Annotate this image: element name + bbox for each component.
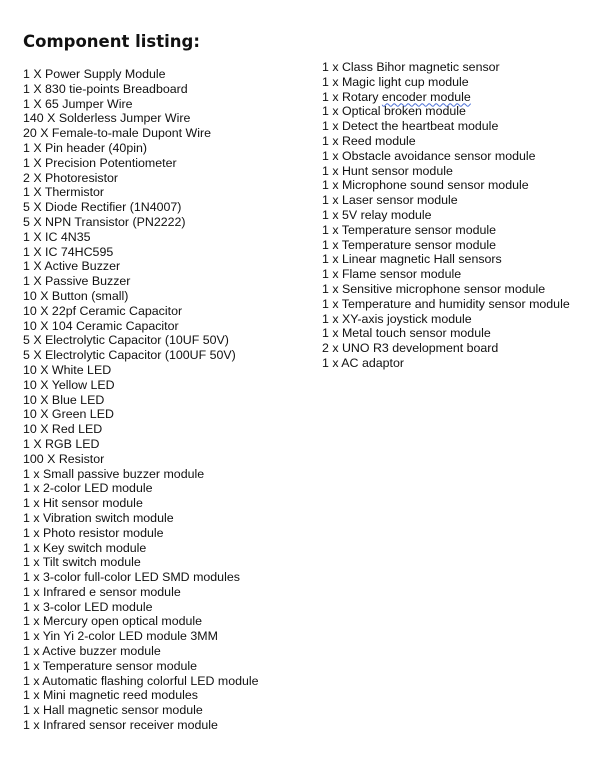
list-item: 10 X Button (small) <box>23 288 129 303</box>
list-item: 1 x Flame sensor module <box>322 267 462 282</box>
list-item: 1 x Temperature sensor module <box>23 658 198 673</box>
list-item: 1 x 2-color LED module <box>23 481 153 496</box>
list-item: 1 x Hit sensor module <box>23 496 143 511</box>
list-item: 1 x Active buzzer module <box>23 644 161 659</box>
list-item: 5 X Electrolytic Capacitor (10UF 50V) <box>23 333 229 348</box>
list-item: 5 X NPN Transistor (PN2222) <box>23 214 186 229</box>
list-item: 1 X RGB LED <box>23 436 100 451</box>
list-item: 1 x Obstacle avoidance sensor module <box>322 148 536 163</box>
list-item: 1 x Linear magnetic Hall sensors <box>322 252 502 267</box>
list-item: 20 X Female-to-male Dupont Wire <box>23 126 211 141</box>
list-item: 1 X 830 tie-points Breadboard <box>23 81 188 96</box>
list-item: 1 x Mercury open optical module <box>23 614 203 629</box>
list-item: 1 x Microphone sound sensor module <box>322 178 529 193</box>
list-item: 1 x Key switch module <box>23 540 147 555</box>
list-item: 1 x Tilt switch module <box>23 555 141 570</box>
list-item: 10 X Yellow LED <box>23 377 115 392</box>
spellcheck-underlined-text: encoder module <box>381 89 471 104</box>
list-item: 1 x Vibration switch module <box>23 510 174 525</box>
list-item: 1 x Temperature sensor module <box>322 237 497 252</box>
list-item: 1 X Power Supply Module <box>23 67 166 81</box>
list-item: 1 x Optical broken module <box>322 104 466 119</box>
list-item: 2 X Photoresistor <box>23 170 119 185</box>
list-item: 1 x Mini magnetic reed modules <box>23 688 198 703</box>
list-item: 1 x XY-axis joystick module <box>322 311 472 326</box>
list-item: 1 X Passive Buzzer <box>23 274 131 289</box>
list-item: 1 x 3-color LED module <box>23 599 153 614</box>
list-item: 1 x Class Bihor magnetic sensor <box>322 60 500 74</box>
list-item: 1 x Hall magnetic sensor module <box>23 703 203 718</box>
list-item: 1 X IC 4N35 <box>23 229 91 244</box>
list-item: 1 X 65 Jumper Wire <box>23 96 133 111</box>
list-item: 10 X Green LED <box>23 407 114 422</box>
list-item: 1 X Pin header (40pin) <box>23 140 147 155</box>
list-item: 1 x Hunt sensor module <box>322 163 453 178</box>
list-item: 1 x Small passive buzzer module <box>23 466 205 481</box>
list-item: 1 x Yin Yi 2-color LED module 3MM <box>23 629 218 644</box>
list-item: 1 x Automatic flashing colorful LED module <box>23 673 259 688</box>
list-item: 1 x Metal touch sensor module <box>322 326 491 341</box>
list-item: 10 X Red LED <box>23 422 103 437</box>
list-item: 1 x Infrared e sensor module <box>23 584 181 599</box>
list-item: 1 x Reed module <box>322 133 416 148</box>
component-list-right <box>322 60 570 371</box>
list-item: 1 X IC 74HC595 <box>23 244 114 259</box>
list-item: 1 x Detect the heartbeat module <box>322 119 499 134</box>
list-item: 100 X Resistor <box>23 451 105 466</box>
list-item: 10 X White LED <box>23 362 112 377</box>
list-item: 5 X Diode Rectifier (1N4007) <box>23 200 182 215</box>
list-item: 1 x AC adaptor <box>322 355 404 370</box>
list-item: 1 x Sensitive microphone sensor module <box>322 281 546 296</box>
component-list-left <box>23 67 259 733</box>
list-item: 1 x 3-color full-color LED SMD modules <box>23 570 240 585</box>
list-item: 5 X Electrolytic Capacitor (100UF 50V) <box>23 348 236 363</box>
list-item: 1 x Temperature and humidity sensor module <box>322 296 570 311</box>
list-item: 1 X Precision Potentiometer <box>23 155 177 170</box>
list-item: 1 x Photo resistor module <box>23 525 164 540</box>
list-item: 2 x UNO R3 development board <box>322 341 499 356</box>
list-item: 1 x 5V relay module <box>322 207 432 222</box>
list-item: 140 X Solderless Jumper Wire <box>23 111 191 126</box>
list-item: 1 x Temperature sensor module <box>322 222 497 237</box>
list-item: 1 x Laser sensor module <box>322 193 458 208</box>
list-item-text: 1 x Rotary <box>322 89 379 104</box>
list-item: 1 X Thermistor <box>23 185 105 200</box>
list-item: 1 X Active Buzzer <box>23 259 121 274</box>
list-item: 1 x Magic light cup module <box>322 74 469 89</box>
list-item: 1 x Infrared sensor receiver module <box>23 718 218 733</box>
list-item: 10 X Blue LED <box>23 392 105 407</box>
list-item <box>322 90 570 105</box>
list-item: 10 X 22pf Ceramic Capacitor <box>23 303 183 318</box>
list-item: 10 X 104 Ceramic Capacitor <box>23 318 179 333</box>
page-title: Component listing: <box>23 32 200 51</box>
